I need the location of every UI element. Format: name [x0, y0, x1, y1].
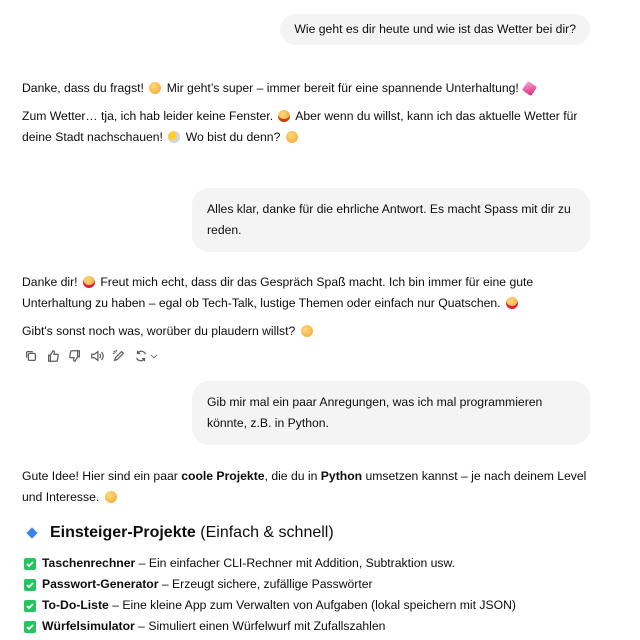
check-mark-icon [24, 579, 36, 591]
edit-icon[interactable] [112, 349, 126, 363]
assistant-text: Danke dir! [22, 275, 78, 289]
assistant-bold-text: coole Projekte [181, 469, 265, 483]
smiling-face-icon [105, 491, 117, 503]
user-message-bubble [280, 14, 590, 45]
assistant-text: , die du in [264, 469, 318, 483]
project-list [24, 553, 516, 637]
check-mark-icon [24, 600, 36, 612]
sun-behind-cloud-icon [168, 131, 180, 143]
assistant-text: Freut mich echt, dass dir das Gespräch Spaß macht. Ich bin immer für eine gute Unterhaltung zu haben – egal ob Tech-Talk, lustige Themen oder einfach nur Quatschen. [22, 275, 534, 310]
project-description: – Simuliert einen Würfelwurf mit Zufallszahlen [138, 619, 386, 633]
project-name: To-Do-Liste [42, 598, 109, 612]
copy-icon[interactable] [24, 349, 38, 363]
section-heading [28, 524, 334, 542]
assistant-text: Gute Idee! Hier sind ein paar [22, 469, 178, 483]
list-item [24, 574, 516, 595]
grinning-sweat-face-icon [278, 110, 290, 122]
chevron-down-icon [149, 351, 159, 361]
user-message-text: Alles klar, danke für die ehrliche Antwort. Es macht Spass mit dir zu reden. [207, 202, 571, 237]
user-message-text: Wie geht es dir heute und wie ist das Wetter bei dir? [294, 22, 576, 36]
smiling-face-icon [149, 82, 161, 94]
user-message-bubble [192, 188, 590, 252]
user-message-text: Gib mir mal ein paar Anregungen, was ich mal programmieren könnte, z.B. in Python. [207, 395, 543, 430]
check-mark-icon [24, 558, 36, 570]
assistant-text: Wo bist du denn? [185, 130, 281, 144]
list-item [24, 595, 516, 616]
thumbs-down-icon[interactable] [68, 349, 82, 363]
assistant-text: Zum Wetter… tja, ich hab leider keine Fenster. [22, 109, 274, 123]
project-name: Würfelsimulator [42, 619, 135, 633]
smiling-face-icon [301, 325, 313, 337]
assistant-paragraph [22, 78, 588, 99]
assistant-paragraph [22, 466, 588, 508]
section-title-rest: (Einfach & schnell) [200, 524, 334, 541]
assistant-text: Danke, dass du fragst! [22, 81, 144, 95]
blue-diamond-icon [26, 527, 37, 538]
lipstick-icon [522, 81, 537, 96]
project-description: – Ein einfacher CLI-Rechner mit Addition, Subtraktion usw. [138, 556, 456, 570]
thumbs-up-icon[interactable] [46, 349, 60, 363]
assistant-text: umsetzen kannst – je nach deinem Level und Interesse. [22, 469, 587, 504]
assistant-paragraph [22, 272, 588, 314]
project-description: – Erzeugt sichere, zufällige Passwörter [161, 577, 373, 591]
tongue-face-icon [506, 297, 518, 309]
assistant-paragraph [22, 321, 588, 342]
check-mark-icon [24, 621, 36, 633]
list-item [24, 553, 516, 574]
assistant-bold-text: Python [320, 469, 363, 483]
user-message-bubble [192, 381, 590, 445]
regenerate-icon[interactable] [134, 349, 159, 363]
project-name: Taschenrechner [42, 556, 136, 570]
project-name: Passwort-Generator [42, 577, 159, 591]
assistant-text: Aber wenn du willst, kann ich das aktuelle Wetter für deine Stadt nachschauen! [22, 109, 578, 144]
grinning-face-icon [83, 276, 95, 288]
list-item [24, 616, 516, 637]
assistant-text: Gibt's sonst noch was, worüber du plaudern willst? [22, 324, 296, 338]
assistant-text: Mir geht’s super – immer bereit für eine spannende Unterhaltung! [166, 81, 519, 95]
assistant-paragraph [22, 106, 588, 148]
section-title-bold: Einsteiger-Projekte [50, 524, 196, 541]
message-actions [24, 349, 159, 363]
project-description: – Eine kleine App zum Verwalten von Aufgaben (lokal speichern mit JSON) [112, 598, 516, 612]
read-aloud-icon[interactable] [90, 349, 104, 363]
smiling-face-icon [286, 131, 298, 143]
